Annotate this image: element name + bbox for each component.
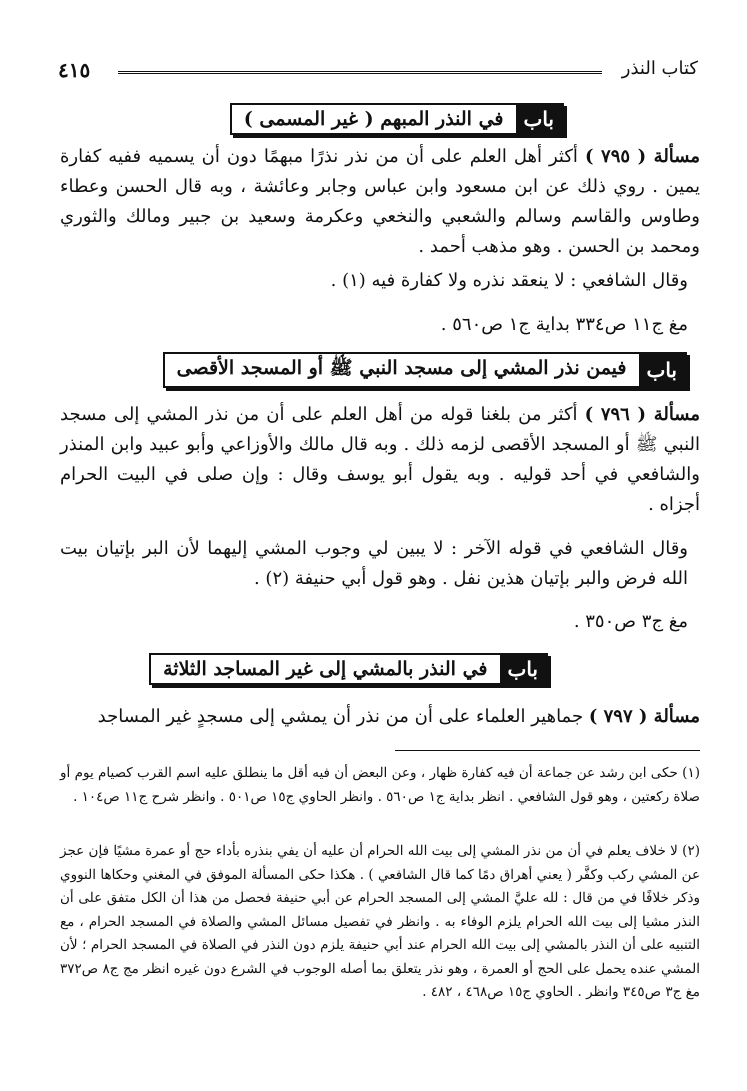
issue-paragraph: [60, 400, 700, 520]
opinion-paragraph: [60, 266, 700, 296]
issue-text: أكثر أهل العلم على أن من نذر نذرًا مبهمًا دون أن يسميه ففيه كفارة يمين . روي ذلك عن ابن مسعود وابن عباس وجابر وعائشة ، وبه قال الحسن وعطاء وطاوس والقاسم وسالم والشعبي والنخعي وعكرمة وسعيد بن جبير ومالك والثوري ومحمد بن الحسن . وهو مذهب أحمد .: [60, 146, 700, 257]
header-rule: [118, 71, 602, 77]
paragraph-text: وقال الشافعي في قوله الآخر : لا يبين لي وجوب المشي إليهما لأن البر بإتيان بيت الله فرض والبر بإتيان هذين نفل . وهو قول أبي حنيفة (٢) .: [60, 538, 688, 589]
chapter-heading: [230, 103, 564, 135]
issue-number: مسألة ( ٧٩٦ ): [584, 404, 701, 425]
issue-text: أكثر من بلغنا قوله من أهل العلم على أن من نذر المشي إلى مسجد النبي ﷺ أو المسجد الأقصى لزمه ذلك . وبه قال مالك والأوزاعي وأبو عبيد وابن المنذر والشافعي في أحد قوليه . وبه يقول أبو يوسف وقال : وإن صلى في البيت الحرام أجزاه .: [60, 404, 700, 515]
reference-text: مغ ج١١ ص٣٣٤ بداية ج١ ص٥٦٠ .: [440, 314, 688, 335]
reference-line: [60, 607, 700, 637]
page-number: ٤١٥: [58, 58, 91, 82]
chapter-heading: [149, 653, 548, 685]
issue-number: مسألة ( ٧٩٥ ): [584, 146, 700, 167]
chapter-tag: باب: [516, 105, 563, 133]
book-title: كتاب النذر: [621, 58, 698, 79]
chapter-title: في النذر المبهم ( غير المسمى ): [243, 108, 504, 130]
paragraph-text: وقال الشافعي : لا ينعقد نذره ولا كفارة فيه (١) .: [330, 270, 688, 291]
chapter-tag: باب: [500, 655, 547, 683]
chapter-heading: [163, 352, 687, 388]
issue-text: جماهير العلماء على أن من نذر أن يمشي إلى مسجدٍ غير المساجد: [97, 706, 589, 727]
opinion-paragraph: [60, 534, 700, 594]
footnote: (٢) لا خلاف يعلم في أن من نذر المشي إلى بيت الله الحرام أن عليه أن يفي بنذره بأداء حج أو عمرة مشيًا فإن عجز عن المشي ركب وكفَّر ( يعني أهراق دمًا كما قال الشافعي ) . هكذا حكى المسألة الموفق في المغني وحكاها النووي وذكر خلافًا في من قال : لله عليَّ المشي إلى المسجد الحرام عن أبي حنيفة فحصل من هذا أن الكل متفق على أن النذر مشيا إلى بيت الله الحرام يلزم الوفاء به . وانظر في تفصيل مسائل المشي والصلاة في المسجد الحرام ، مع التنبيه على أن النذر بالمشي إلى بيت الله الحرام عند أبي حنيفة يلزم دون النذر في الصلاة في المسجد الحرام ؛ لأن المشي عنده يحمل على الحج أو العمرة ، وهو نذر يتعلق بما أصله الوجوب في الشرع دون غيره انظر مج ج٨ ص٣٧٢ مغ ج٣ ص٣٤٥ وانظر . الحاوي ج١٥ ص٤٦٨ ، ٤٨٢ .: [60, 843, 700, 1000]
chapter-title: في النذر بالمشي إلى غير المساجد الثلاثة: [163, 658, 488, 680]
chapter-title: فيمن نذر المشي إلى مسجد النبي ﷺ أو المسجد الأقصى: [176, 357, 627, 379]
footnote: (١) حكى ابن رشد عن جماعة أن فيه كفارة ظهار ، وعن البعض أن فيه أقل ما ينطلق عليه اسم القرب كصيام يوم أو صلاة ركعتين ، وهو قول الشافعي . انظر بداية ج١ ص٥٦٠ . وانظر الحاوي ج١٥ ص٥٠١ . وانظر شرح ج١١ ص١٠٤ .: [60, 765, 700, 805]
issue-paragraph: [60, 702, 700, 732]
issue-paragraph: [60, 142, 700, 262]
chapter-tag: باب: [639, 354, 686, 386]
reference-line: [60, 310, 700, 340]
issue-number: مسألة ( ٧٩٧ ): [588, 706, 700, 727]
footnote-separator: [395, 750, 700, 751]
reference-text: مغ ج٣ ص٣٥٠ .: [573, 611, 688, 632]
running-header: [58, 58, 698, 88]
